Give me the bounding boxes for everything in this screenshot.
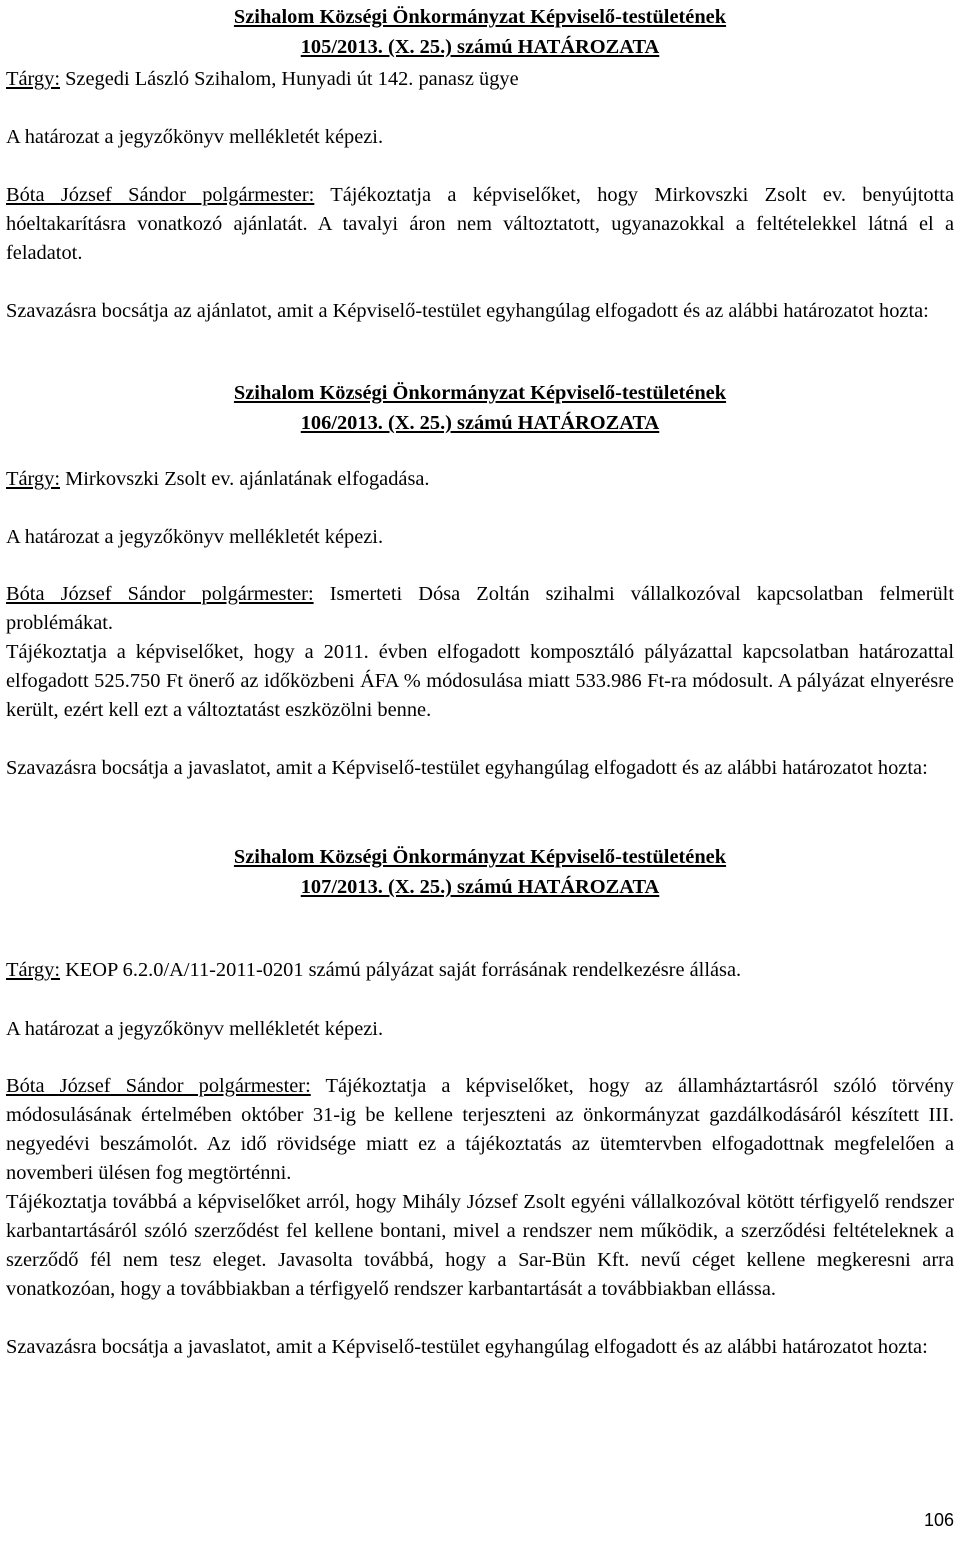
mayor-statement — [6, 1072, 954, 1188]
speaker-label: Bóta József Sándor polgármester: — [6, 184, 315, 206]
statement-text: Ismerteti Dósa Zoltán szihalmi vállalkozóval kapcsolatban felmerült problémákat. — [6, 583, 954, 634]
resolution-heading — [6, 378, 954, 438]
vote-paragraph: Szavazásra bocsátja a javaslatot, amit a Képviselő-testület egyhangúlag elfogadott és az alábbi határozatot hozta: — [6, 1336, 928, 1358]
heading-number: 105/2013. (X. 25.) számú HATÁROZATA — [300, 36, 660, 58]
mayor-statement — [6, 580, 954, 638]
subject-label: Tárgy: — [6, 68, 60, 90]
heading-number: 107/2013. (X. 25.) számú HATÁROZATA — [300, 876, 660, 898]
mayor-statement — [6, 181, 954, 268]
annex-note: A határozat a jegyzőkönyv mellékletét képezi. — [6, 1018, 384, 1040]
heading-number: 106/2013. (X. 25.) számú HATÁROZATA — [300, 412, 660, 434]
resolution-heading — [6, 842, 954, 902]
speaker-label: Bóta József Sándor polgármester: — [6, 583, 314, 605]
heading-council: Szihalom Községi Önkormányzat Képviselő-testületének — [233, 6, 727, 28]
heading-council: Szihalom Községi Önkormányzat Képviselő-testületének — [233, 846, 727, 868]
vote-paragraph: Szavazásra bocsátja a javaslatot, amit a Képviselő-testület egyhangúlag elfogadott és az alábbi határozatot hozta: — [6, 757, 928, 779]
heading-council: Szihalom Községi Önkormányzat Képviselő-testületének — [233, 382, 727, 404]
subject-text: Szegedi László Szihalom, Hunyadi út 142. panasz ügye — [59, 68, 519, 90]
subject-line — [6, 65, 954, 94]
statement-paragraph: Tájékoztatja továbbá a képviselőket arról, hogy Mihály József Zsolt egyéni vállalkozóval kötött térfigyelő rendszer karbantartásáról szóló szerződést fel kellene bontani, mivel a rendszer nem működik, a szerződési feltételeknek a szerződő fél nem tesz eleget. Javasolta továbbá, hogy a Sar-Bün Kft. nevű céget kellene megkeresni arra vonatkozóan, hogy a továbbiakban a térfigyelő rendszer karbantartását a továbbiakban ellássa. — [6, 1191, 954, 1300]
statement-paragraph: Tájékoztatja a képviselőket, hogy a 2011. évben elfogadott komposztáló pályázattal kapcsolatban határozattal elfogadott 525.750 Ft önerő az időközbeni ÁFA % módosulása miatt 533.986 Ft-ra módosult. A pályázat elnyerésre került, ezért kell ezt a változtatást eszközölni benne. — [6, 641, 954, 721]
page-number: 106 — [923, 1510, 954, 1530]
statement-text: Tájékoztatja a képviselőket, hogy az államháztartásról szóló törvény módosulásának értelmében október 31-ig be kellene terjeszteni az önkormányzat gazdálkodásáról készített III. negyedévi beszámolót. Az idő rövidsége miatt ez a tájékoztatás az ütemtervben elfogadottnak megfelelően a novemberi ülésen fog megtörténni. — [6, 1075, 955, 1184]
subject-text: KEOP 6.2.0/A/11-2011-0201 számú pályázat saját forrásának rendelkezésre állása. — [59, 959, 742, 981]
speaker-label: Bóta József Sándor polgármester: — [6, 1075, 311, 1097]
subject-label: Tárgy: — [6, 959, 60, 981]
subject-label: Tárgy: — [6, 468, 60, 490]
resolution-heading — [6, 2, 954, 62]
subject-line — [6, 465, 954, 494]
subject-text: Mirkovszki Zsolt ev. ajánlatának elfogadása. — [59, 468, 430, 490]
annex-note: A határozat a jegyzőkönyv mellékletét képezi. — [6, 526, 384, 548]
annex-note: A határozat a jegyzőkönyv mellékletét képezi. — [6, 126, 384, 148]
vote-paragraph: Szavazásra bocsátja az ajánlatot, amit a Képviselő-testület egyhangúlag elfogadott és az alábbi határozatot hozta: — [6, 300, 929, 322]
subject-line — [6, 956, 954, 985]
statement-text: Tájékoztatja a képviselőket, hogy Mirkovszki Zsolt ev. benyújtotta hóeltakarításra vonatkozó ajánlatát. A tavalyi áron nem változtatott, ugyanazokkal a feltételekkel látná el a feladatot. — [6, 184, 954, 264]
